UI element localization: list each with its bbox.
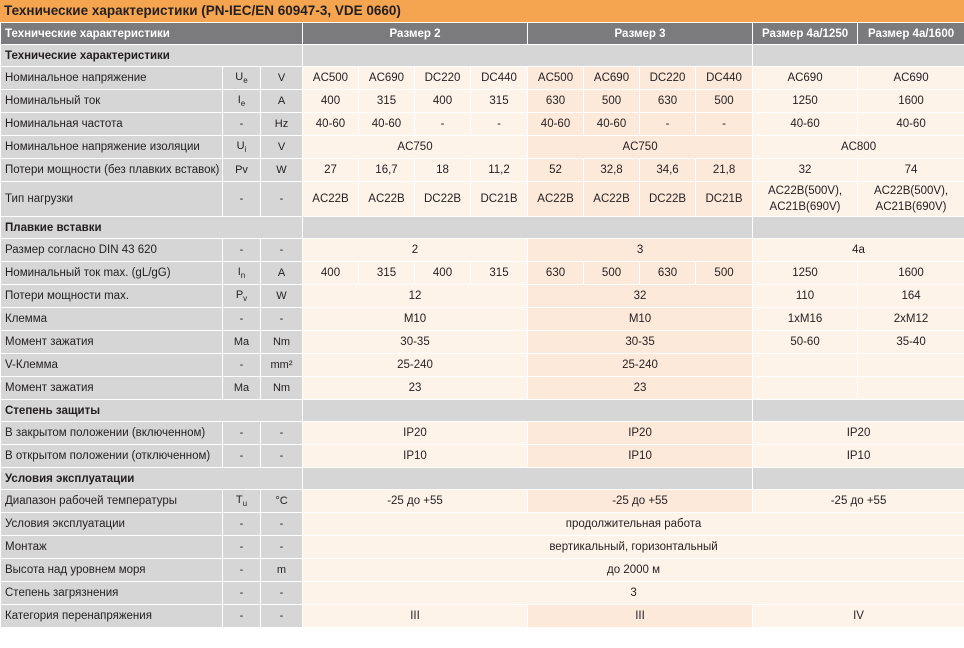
section-title: Условия эксплуатации <box>1 468 303 490</box>
section-title: Плавкие вставки <box>1 217 303 239</box>
symbol-subscript: n <box>240 271 246 280</box>
row-label: Степень загрязнения <box>1 582 223 605</box>
table-row <box>1 285 964 308</box>
row-label: Клемма <box>1 308 223 331</box>
symbol-text: - <box>239 587 244 599</box>
row-unit: - <box>261 308 303 331</box>
value-cell: AC22B <box>528 182 584 217</box>
value-line: AC21B(690V) <box>769 201 841 213</box>
table-row <box>1 113 964 136</box>
value-cell: 2 <box>303 239 528 262</box>
value-cell: AC690 <box>584 67 640 90</box>
symbol-subscript: v <box>243 294 248 303</box>
row-label: В закрытом положении (включенном) <box>1 422 223 445</box>
row-unit: A <box>261 262 303 285</box>
value-cell: 40-60 <box>753 113 858 136</box>
row-symbol <box>223 262 261 285</box>
value-cell: IP20 <box>528 422 753 445</box>
value-cell: -25 до +55 <box>753 490 964 513</box>
symbol-text: P <box>235 289 244 301</box>
row-symbol <box>223 445 261 468</box>
row-label: Потери мощности max. <box>1 285 223 308</box>
symbol-text: Ma <box>233 382 250 394</box>
value-cell: 25-240 <box>303 354 528 377</box>
value-cell: 400 <box>415 262 471 285</box>
row-symbol <box>223 159 261 182</box>
row-symbol <box>223 605 261 628</box>
section-fill <box>303 217 753 239</box>
table-row <box>1 159 964 182</box>
symbol-text: Pv <box>235 164 248 176</box>
value-cell: IP20 <box>303 422 528 445</box>
value-cell: 500 <box>584 90 640 113</box>
row-unit: - <box>261 445 303 468</box>
row-symbol <box>223 285 261 308</box>
symbol-text: - <box>239 244 244 256</box>
symbol-text: - <box>239 427 244 439</box>
value-cell: 400 <box>415 90 471 113</box>
row-unit: - <box>261 239 303 262</box>
value-cell: 40-60 <box>528 113 584 136</box>
row-label: Диапазон рабочей температуры <box>1 490 223 513</box>
value-cell: 12 <box>303 285 528 308</box>
row-symbol <box>223 559 261 582</box>
value-cell: 315 <box>359 90 415 113</box>
row-label: Потери мощности (без плавких вставок) <box>1 159 223 182</box>
value-cell: 32 <box>753 159 858 182</box>
symbol-text: - <box>239 450 244 462</box>
symbol-text: I <box>237 94 241 106</box>
value-cell: -25 до +55 <box>303 490 528 513</box>
row-symbol <box>223 308 261 331</box>
page-title: Технические характеристики (PN-IEC/EN 60947-3, VDE 0660) <box>0 0 964 22</box>
table-row <box>1 490 964 513</box>
value-cell: 40-60 <box>359 113 415 136</box>
value-cell: 16,7 <box>359 159 415 182</box>
value-cell: AC800 <box>753 136 964 159</box>
value-cell: 500 <box>584 262 640 285</box>
symbol-text: - <box>239 118 244 130</box>
table-row <box>1 182 964 217</box>
row-unit: - <box>261 182 303 217</box>
row-symbol <box>223 136 261 159</box>
table-row <box>1 582 964 605</box>
value-cell <box>858 377 964 400</box>
symbol-text: T <box>235 494 243 506</box>
table-row <box>1 445 964 468</box>
row-unit: - <box>261 582 303 605</box>
section-fill <box>753 468 964 490</box>
table-row <box>1 377 964 400</box>
value-cell: 1600 <box>858 262 964 285</box>
row-symbol <box>223 513 261 536</box>
row-unit: Nm <box>261 331 303 354</box>
value-cell: 32 <box>528 285 753 308</box>
row-symbol <box>223 354 261 377</box>
symbol-subscript: u <box>242 499 248 508</box>
row-unit: - <box>261 422 303 445</box>
value-cell: IP10 <box>303 445 528 468</box>
value-cell <box>753 354 858 377</box>
symbol-text: - <box>239 541 244 553</box>
section-row <box>1 217 964 239</box>
row-unit: W <box>261 285 303 308</box>
row-symbol <box>223 331 261 354</box>
section-row <box>1 468 964 490</box>
row-label: В открытом положении (отключенном) <box>1 445 223 468</box>
section-fill <box>753 400 964 422</box>
row-symbol <box>223 422 261 445</box>
section-fill <box>753 217 964 239</box>
symbol-text: - <box>239 564 244 576</box>
value-cell: DC21B <box>696 182 753 217</box>
value-cell: DC22B <box>415 182 471 217</box>
symbol-text: - <box>239 359 244 371</box>
row-label: V-Клемма <box>1 354 223 377</box>
row-label: Номинальное напряжение изоляции <box>1 136 223 159</box>
value-cell: 1xM16 <box>753 308 858 331</box>
table-row <box>1 605 964 628</box>
table-row <box>1 513 964 536</box>
value-cell: 315 <box>471 262 528 285</box>
value-cell: 35-40 <box>858 331 964 354</box>
value-cell: 630 <box>528 90 584 113</box>
row-label: Номинальное напряжение <box>1 67 223 90</box>
value-cell: 110 <box>753 285 858 308</box>
value-cell: 23 <box>528 377 753 400</box>
value-cell: 21,8 <box>696 159 753 182</box>
value-cell: 630 <box>528 262 584 285</box>
value-cell: AC22B <box>584 182 640 217</box>
row-symbol <box>223 90 261 113</box>
value-cell: продолжительная работа <box>303 513 964 536</box>
section-fill <box>303 400 753 422</box>
value-cell: 32,8 <box>584 159 640 182</box>
value-cell: 52 <box>528 159 584 182</box>
symbol-subscript: e <box>240 99 246 108</box>
value-cell <box>753 377 858 400</box>
value-cell: IP20 <box>753 422 964 445</box>
row-unit: A <box>261 90 303 113</box>
value-cell: 1250 <box>753 262 858 285</box>
value-cell: 1250 <box>753 90 858 113</box>
table-row <box>1 136 964 159</box>
section-title: Степень защиты <box>1 400 303 422</box>
value-cell <box>858 182 964 217</box>
symbol-text: Ma <box>233 336 250 348</box>
row-label: Высота над уровнем моря <box>1 559 223 582</box>
table-row <box>1 536 964 559</box>
row-label: Момент зажатия <box>1 377 223 400</box>
row-label: Тип нагрузки <box>1 182 223 217</box>
symbol-text: U <box>235 71 244 83</box>
spec-table <box>0 22 964 628</box>
row-label: Монтаж <box>1 536 223 559</box>
value-cell: 500 <box>696 90 753 113</box>
value-cell: 18 <box>415 159 471 182</box>
value-cell: 315 <box>471 90 528 113</box>
value-cell: 34,6 <box>640 159 696 182</box>
row-label: Номинальная частота <box>1 113 223 136</box>
value-cell: 27 <box>303 159 359 182</box>
header-row <box>1 23 964 45</box>
table-row <box>1 67 964 90</box>
value-cell: AC22B <box>303 182 359 217</box>
value-cell: AC750 <box>303 136 528 159</box>
header-size3: Размер 3 <box>528 23 753 45</box>
value-cell: 630 <box>640 262 696 285</box>
value-cell: IP10 <box>753 445 964 468</box>
value-cell: вертикальный, горизонтальный <box>303 536 964 559</box>
value-line: AC22B(500V), <box>873 185 949 197</box>
value-cell: AC690 <box>858 67 964 90</box>
header-size2: Размер 2 <box>303 23 528 45</box>
row-label: Условия эксплуатации <box>1 513 223 536</box>
row-label: Категория перенапряжения <box>1 605 223 628</box>
value-cell: III <box>528 605 753 628</box>
value-cell: 40-60 <box>584 113 640 136</box>
value-cell: 74 <box>858 159 964 182</box>
value-cell: AC22B <box>359 182 415 217</box>
section-fill <box>303 468 753 490</box>
symbol-subscript: i <box>244 145 247 154</box>
row-label: Номинальный ток max. (gL/gG) <box>1 262 223 285</box>
row-label: Номинальный ток <box>1 90 223 113</box>
row-unit: Nm <box>261 377 303 400</box>
table-row <box>1 331 964 354</box>
row-unit: Hz <box>261 113 303 136</box>
value-cell: 11,2 <box>471 159 528 182</box>
table-row <box>1 559 964 582</box>
row-unit: V <box>261 67 303 90</box>
value-cell: AC690 <box>753 67 858 90</box>
value-cell: 164 <box>858 285 964 308</box>
value-cell: 40-60 <box>858 113 964 136</box>
header-size4a1600: Размер 4a/1600 <box>858 23 964 45</box>
row-unit: m <box>261 559 303 582</box>
value-cell: DC22B <box>640 182 696 217</box>
value-cell: 4a <box>753 239 964 262</box>
table-row <box>1 262 964 285</box>
value-cell: AC500 <box>303 67 359 90</box>
value-cell: AC690 <box>359 67 415 90</box>
table-row <box>1 239 964 262</box>
symbol-text: - <box>239 610 244 622</box>
symbol-text: I <box>237 266 241 278</box>
value-cell: 30-35 <box>528 331 753 354</box>
table-row <box>1 90 964 113</box>
row-unit: - <box>261 513 303 536</box>
table-row <box>1 354 964 377</box>
value-cell: DC21B <box>471 182 528 217</box>
symbol-text: - <box>239 193 244 205</box>
value-cell: DC440 <box>696 67 753 90</box>
value-cell: 2xM12 <box>858 308 964 331</box>
value-cell: M10 <box>303 308 528 331</box>
value-cell: 25-240 <box>528 354 753 377</box>
header-size4a1250: Размер 4a/1250 <box>753 23 858 45</box>
value-cell: 315 <box>359 262 415 285</box>
value-cell: IP10 <box>528 445 753 468</box>
section-title: Технические характеристики <box>1 45 303 67</box>
row-symbol <box>223 67 261 90</box>
value-cell: 3 <box>303 582 964 605</box>
row-symbol <box>223 536 261 559</box>
row-unit: V <box>261 136 303 159</box>
section-fill <box>303 45 753 67</box>
value-cell: IV <box>753 605 964 628</box>
table-row <box>1 308 964 331</box>
row-symbol <box>223 182 261 217</box>
symbol-text: - <box>239 518 244 530</box>
symbol-text: - <box>239 313 244 325</box>
value-cell: 400 <box>303 90 359 113</box>
section-row <box>1 400 964 422</box>
value-cell <box>858 354 964 377</box>
row-symbol <box>223 582 261 605</box>
symbol-subscript: e <box>243 76 248 85</box>
value-cell: 400 <box>303 262 359 285</box>
symbol-text: U <box>236 140 245 152</box>
value-cell: III <box>303 605 528 628</box>
value-cell: DC220 <box>415 67 471 90</box>
value-cell: AC500 <box>528 67 584 90</box>
value-cell: 1600 <box>858 90 964 113</box>
value-cell: 50-60 <box>753 331 858 354</box>
value-cell: 23 <box>303 377 528 400</box>
value-line: AC21B(690V) <box>875 201 947 213</box>
row-label: Размер согласно DIN 43 620 <box>1 239 223 262</box>
value-cell: до 2000 м <box>303 559 964 582</box>
value-cell: 3 <box>528 239 753 262</box>
value-cell: - <box>640 113 696 136</box>
row-unit: - <box>261 536 303 559</box>
value-cell <box>753 182 858 217</box>
row-symbol <box>223 239 261 262</box>
row-unit: mm² <box>261 354 303 377</box>
section-row <box>1 45 964 67</box>
value-cell: DC440 <box>471 67 528 90</box>
value-cell: - <box>696 113 753 136</box>
value-cell: DC220 <box>640 67 696 90</box>
row-symbol <box>223 490 261 513</box>
table-row <box>1 422 964 445</box>
value-cell: - <box>471 113 528 136</box>
row-label: Момент зажатия <box>1 331 223 354</box>
value-cell: AC750 <box>528 136 753 159</box>
section-fill <box>753 45 964 67</box>
row-unit: - <box>261 605 303 628</box>
value-line: AC22B(500V), <box>767 185 843 197</box>
row-symbol <box>223 377 261 400</box>
row-unit: W <box>261 159 303 182</box>
value-cell: 500 <box>696 262 753 285</box>
value-cell: 40-60 <box>303 113 359 136</box>
value-cell: 630 <box>640 90 696 113</box>
row-unit: °C <box>261 490 303 513</box>
value-cell: M10 <box>528 308 753 331</box>
value-cell: -25 до +55 <box>528 490 753 513</box>
value-cell: - <box>415 113 471 136</box>
header-params: Технические характеристики <box>1 23 303 45</box>
value-cell: 30-35 <box>303 331 528 354</box>
row-symbol <box>223 113 261 136</box>
